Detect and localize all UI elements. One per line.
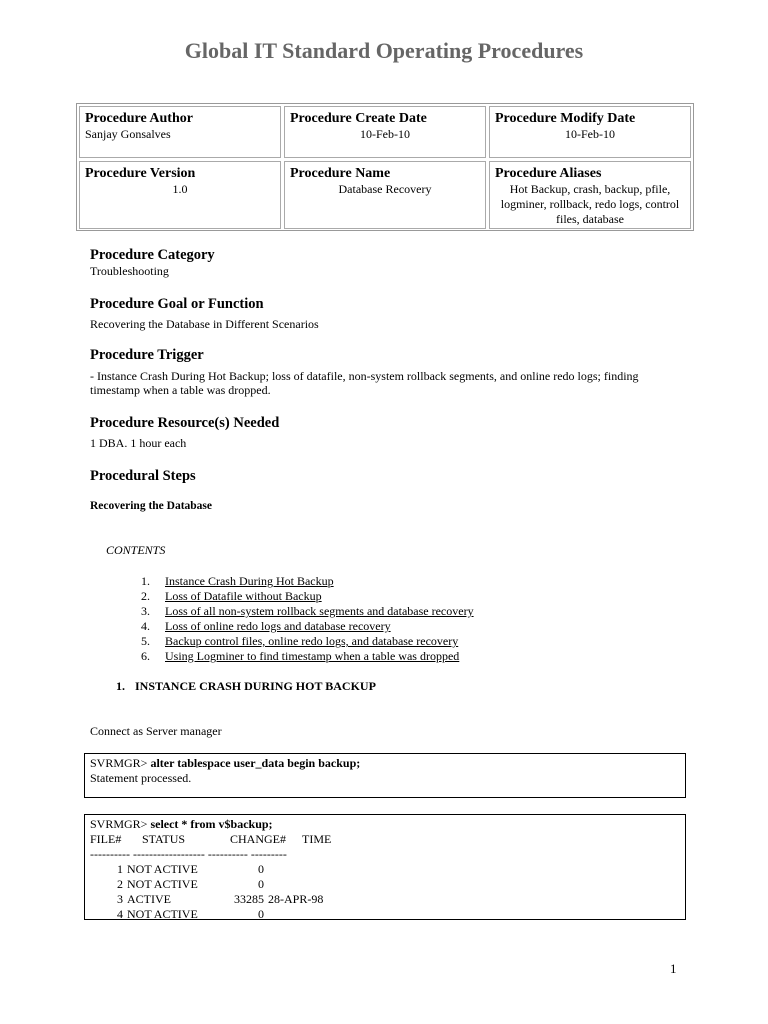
- toc-item-number: 1.: [141, 574, 150, 588]
- step1-title: INSTANCE CRASH DURING HOT BACKUP: [135, 679, 376, 693]
- toc-item: [141, 634, 474, 649]
- row-change: 33285: [234, 892, 264, 906]
- row-change: 0: [258, 862, 264, 876]
- name-cell: [284, 161, 486, 229]
- step1-heading: [116, 679, 376, 694]
- row-status: NOT ACTIVE: [127, 907, 198, 921]
- category-heading: Procedure Category: [90, 247, 215, 263]
- author-value: Sanjay Gonsalves: [85, 127, 171, 141]
- row-file: 4: [117, 907, 123, 921]
- row-change: 0: [258, 877, 264, 891]
- code-line-command: [90, 756, 680, 771]
- aliases-value: Hot Backup, crash, backup, pfile, logminer, rollback, redo logs, control files, database: [500, 182, 680, 226]
- steps-subheading: Recovering the Database: [90, 500, 213, 512]
- toc-item-number: 6.: [141, 649, 150, 663]
- page-number: 1: [670, 961, 677, 976]
- name-label: Procedure Name: [290, 166, 391, 181]
- author-label: Procedure Author: [85, 111, 193, 126]
- row-status: NOT ACTIVE: [127, 862, 198, 876]
- category-text: Troubleshooting: [90, 264, 169, 278]
- resources-text: 1 DBA. 1 hour each: [90, 436, 187, 450]
- toc-item-number: 4.: [141, 619, 150, 633]
- header-file: FILE#: [90, 832, 122, 846]
- toc-item-number: 2.: [141, 589, 150, 603]
- version-cell: [79, 161, 281, 229]
- code-command: alter tablespace user_data begin backup;: [150, 756, 361, 770]
- procedure-meta-table: [76, 103, 694, 231]
- modify-date-label: Procedure Modify Date: [495, 111, 636, 126]
- toc-item: [141, 649, 474, 664]
- toc-link-backup-control-files[interactable]: Backup control files, online redo logs, and database recovery: [165, 634, 459, 648]
- result-header-row: [90, 832, 680, 847]
- toc-link-rollback-segments[interactable]: Loss of all non-system rollback segments and database recovery: [165, 604, 474, 618]
- toc-item: [141, 604, 474, 619]
- modify-date-value: 10-Feb-10: [565, 127, 615, 141]
- toc-link-online-redo-logs[interactable]: Loss of online redo logs and database recovery: [165, 619, 391, 633]
- result-row: [90, 862, 680, 877]
- step1-intro: Connect as Server manager: [90, 724, 222, 738]
- toc-item-number: 3.: [141, 604, 150, 618]
- toc-link-instance-crash[interactable]: Instance Crash During Hot Backup: [165, 574, 334, 588]
- header-time: TIME: [302, 832, 332, 846]
- toc-item-number: 5.: [141, 634, 150, 648]
- aliases-cell: [489, 161, 691, 229]
- modify-date-cell: [489, 106, 691, 158]
- result-separator: ---------- ------------------ ---------- ---------: [90, 847, 287, 861]
- create-date-cell: [284, 106, 486, 158]
- code-command: select * from v$backup;: [150, 817, 273, 831]
- row-file: 1: [117, 862, 123, 876]
- code-line-command: [90, 817, 680, 832]
- code-prompt: SVRMGR>: [90, 817, 148, 831]
- goal-heading: Procedure Goal or Function: [90, 296, 264, 312]
- row-file: 2: [117, 877, 123, 891]
- code-output: Statement processed.: [90, 771, 192, 785]
- name-value: Database Recovery: [338, 182, 432, 196]
- header-change: CHANGE#: [230, 832, 286, 846]
- table-of-contents: [141, 574, 474, 664]
- header-status: STATUS: [142, 832, 186, 846]
- step1-number: 1.: [116, 679, 125, 693]
- code-block-v-backup: [84, 814, 686, 920]
- resources-heading: Procedure Resource(s) Needed: [90, 415, 280, 431]
- result-row: [90, 877, 680, 892]
- row-status: ACTIVE: [127, 892, 171, 906]
- row-status: NOT ACTIVE: [127, 877, 198, 891]
- version-value: 1.0: [172, 182, 188, 196]
- trigger-text: - Instance Crash During Hot Backup; loss of datafile, non-system rollback segments, and online redo logs; finding timestamp when a table was dropped.: [90, 369, 639, 397]
- trigger-heading: Procedure Trigger: [90, 347, 204, 363]
- document-title: Global IT Standard Operating Procedures: [184, 38, 584, 63]
- create-date-value: 10-Feb-10: [360, 127, 410, 141]
- result-row: [90, 892, 680, 907]
- contents-title: CONTENTS: [106, 543, 166, 557]
- row-file: 3: [117, 892, 123, 906]
- author-cell: [79, 106, 281, 158]
- toc-link-logminer[interactable]: Using Logminer to find timestamp when a table was dropped: [165, 649, 460, 663]
- result-row: [90, 907, 680, 922]
- steps-heading: Procedural Steps: [90, 468, 196, 484]
- code-block-begin-backup: [84, 753, 686, 798]
- toc-item: [141, 619, 474, 634]
- row-time: 28-APR-98: [268, 892, 324, 906]
- version-label: Procedure Version: [85, 166, 196, 181]
- aliases-label: Procedure Aliases: [495, 166, 602, 181]
- goal-text: Recovering the Database in Different Scenarios: [90, 317, 319, 331]
- toc-item: [141, 589, 474, 604]
- toc-link-loss-of-datafile[interactable]: Loss of Datafile without Backup: [165, 589, 322, 603]
- toc-item: [141, 574, 474, 589]
- code-prompt: SVRMGR>: [90, 756, 148, 770]
- create-date-label: Procedure Create Date: [290, 111, 427, 126]
- row-change: 0: [258, 907, 264, 921]
